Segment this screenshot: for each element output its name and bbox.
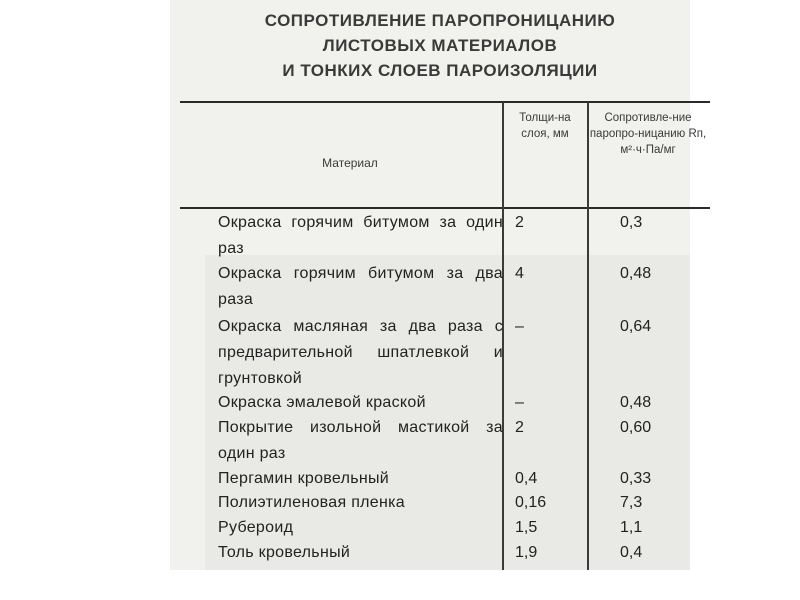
column-divider-2 <box>587 102 589 570</box>
row-resistance: 0,64 <box>620 318 652 335</box>
row-material: Покрытие изольной мастикой за один раз <box>218 419 503 462</box>
title-line-2: ЛИСТОВЫХ МАТЕРИАЛОВ <box>322 36 558 55</box>
row-material: Окраска масляная за два раза с предварительной шпатлевкой и грунтовкой <box>218 318 503 387</box>
row-resistance: 0,3 <box>620 214 643 231</box>
row-material: Окраска горячим битумом за два раза <box>218 265 503 308</box>
table-top-rule <box>180 101 710 103</box>
title-line-3: И ТОНКИХ СЛОЕВ ПАРОИЗОЛЯЦИИ <box>282 61 598 80</box>
row-thickness: 4 <box>515 265 524 282</box>
row-resistance: 0,48 <box>620 265 652 282</box>
row-resistance: 0,60 <box>620 419 652 436</box>
row-resistance: 7,3 <box>620 494 643 511</box>
row-material: Пергамин кровельный <box>218 470 390 487</box>
row-resistance: 1,1 <box>620 519 643 536</box>
row-material: Толь кровельный <box>218 544 351 561</box>
header-material: Материал <box>322 156 378 170</box>
row-resistance: 0,4 <box>620 544 643 561</box>
row-material: Окраска горячим битумом за один раз <box>218 214 503 257</box>
header-resistance: Сопротивле-ние паропро-ницанию Rп, м²·ч·Па/мг <box>589 112 707 156</box>
row-thickness: 2 <box>515 419 524 436</box>
row-thickness: – <box>515 318 524 335</box>
page-title <box>180 8 700 83</box>
header-thickness: Толщи-на слоя, мм <box>519 112 571 140</box>
row-thickness: 2 <box>515 214 524 231</box>
row-thickness: 0,4 <box>515 470 538 487</box>
row-material: Полиэтиленовая пленка <box>218 494 405 511</box>
row-resistance: 0,48 <box>620 394 652 411</box>
row-thickness: 1,9 <box>515 544 538 561</box>
row-thickness: – <box>515 394 524 411</box>
row-material: Окраска эмалевой краской <box>218 394 426 411</box>
row-thickness: 1,5 <box>515 519 538 536</box>
row-thickness: 0,16 <box>515 494 547 511</box>
title-line-1: СОПРОТИВЛЕНИЕ ПАРОПРОНИЦАНИЮ <box>264 11 616 30</box>
row-material: Рубероид <box>218 519 294 536</box>
row-resistance: 0,33 <box>620 470 652 487</box>
header-bottom-rule <box>180 207 710 209</box>
